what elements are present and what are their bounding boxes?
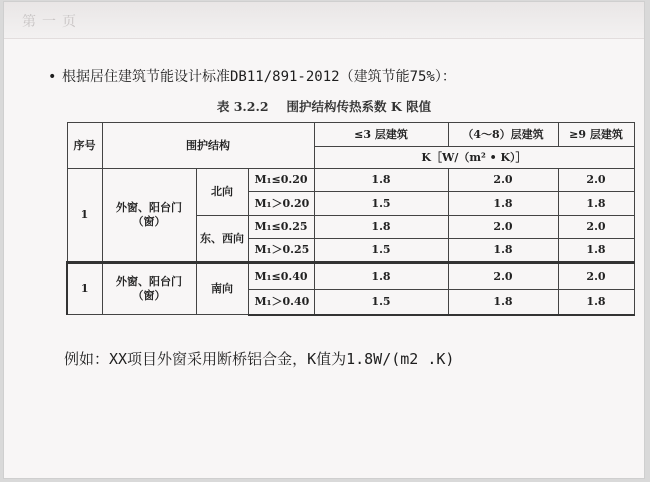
header-col3: ≥9 层建筑 [558,123,634,147]
header-title: 第一页 [22,14,82,30]
value-cell: 1.5 [314,290,448,315]
header-col1: ≤3 层建筑 [314,123,448,147]
value-cell: 1.8 [558,239,634,263]
header-strip [4,2,644,38]
group1-orientation-north: 北向 [196,169,248,216]
value-cell: 2.0 [558,263,634,290]
table-caption [4,97,644,115]
value-cell: 1.8 [314,169,448,192]
header-col2: （4～8）层建筑 [448,123,558,147]
value-cell: 1.8 [314,263,448,290]
value-cell: 2.0 [448,216,558,239]
limit-cell: M₁≤0.40 [248,263,314,290]
group2-name: 外窗、阳台门（窗） [102,263,196,315]
limit-cell: M₁＞0.25 [248,239,314,263]
table-row [67,169,634,192]
group1-seq: 1 [67,169,102,263]
group2-seq: 1 [67,263,102,315]
value-cell: 1.5 [314,239,448,263]
header-structure: 围护结构 [102,123,314,169]
table-row [67,263,634,290]
value-cell: 1.8 [448,192,558,216]
group2-orientation-south: 南向 [196,263,248,315]
group1-orientation-east-west: 东、西向 [196,216,248,263]
bullet-text: 根据居住建筑节能设计标准DB11/891-2012（建筑节能75%）： [62,69,456,85]
bullet-dot-icon: • [48,69,57,85]
table-title: 围护结构传热系数 K 限值 [286,99,432,114]
header-unit: K［W/（m² • K）］ [314,147,634,169]
value-cell: 1.8 [558,290,634,315]
value-cell: 2.0 [558,169,634,192]
limit-cell: M₁＞0.40 [248,290,314,315]
bullet-paragraph [48,66,456,86]
header-divider [4,38,644,39]
k-limit-table [66,122,635,316]
value-cell: 1.8 [448,290,558,315]
example-text: 例如：XX项目外窗采用断桥铝合金，K值为1.8W/(m2 .K) [64,350,455,368]
limit-cell: M₁≤0.25 [248,216,314,239]
value-cell: 1.8 [558,192,634,216]
limit-cell: M₁≤0.20 [248,169,314,192]
table-number: 表 3.2.2 [216,99,269,114]
group1-name: 外窗、阳台门（窗） [102,169,196,263]
value-cell: 1.5 [314,192,448,216]
value-cell: 1.8 [448,239,558,263]
value-cell: 2.0 [448,169,558,192]
value-cell: 1.8 [314,216,448,239]
document-page [4,2,644,478]
header-seq: 序号 [67,123,102,169]
limit-cell: M₁＞0.20 [248,192,314,216]
value-cell: 2.0 [558,216,634,239]
value-cell: 2.0 [448,263,558,290]
